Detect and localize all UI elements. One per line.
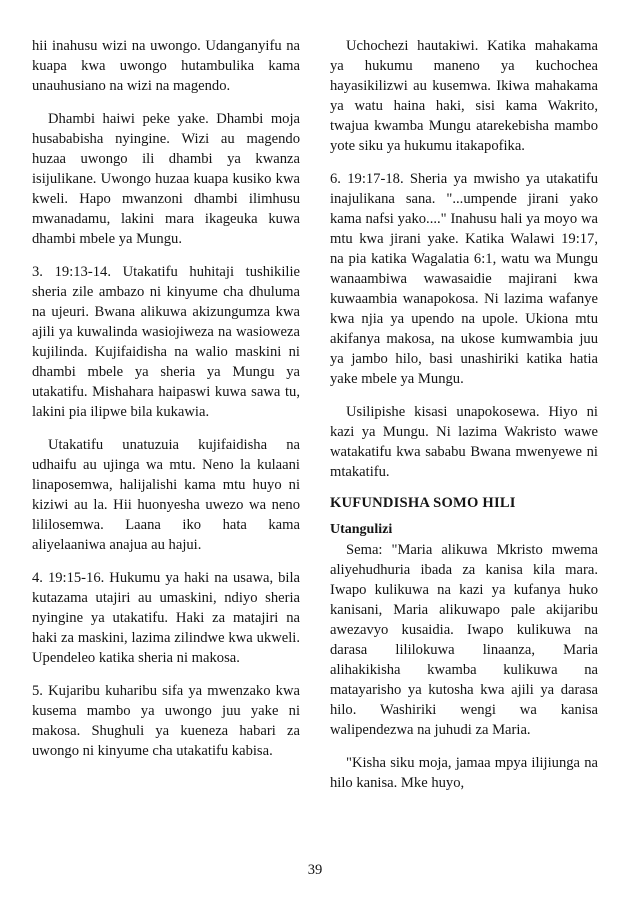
numbered-paragraph: 6. 19:17-18. Sheria ya mwisho ya utakatifu inajulikana sana. "...umpende jirani yako kama nafsi yako...." Inahusu hali ya moyo wa mtu kwa jirani yake. Katika Walawi 19:17, na pia katika Wagalatia 6:1, watu wa Mungu wanaambiwa wawasaidie majirani kwa kuwaambia wanapokosa. Ni lazima wafanye kwa njia ya upendo na upole. Ukiona mtu akifanya makosa, na ukose kumwambia juu ya jambo hilo, basi unashiriki katika hatia yake mbele ya Mungu. bbox=[330, 171, 598, 387]
numbered-paragraph: 5. Kujaribu kuharibu sifa ya mwenzako kwa kusema mambo ya uwongo juu yake ni makosa. Shughuli ya kueneza habari za uwongo ni kinyume cha utakatifu kabisa. bbox=[32, 683, 300, 759]
paragraph: Dhambi haiwi peke yake. Dhambi moja husababisha nyingine. Wizi au magendo huzaa uwongo ili dhambi ya kwanza isijulikane. Uwongo huzaa kuapa kusiko kwa kweli. Hapo mwanzoni dhambi ilimhusu mwanadamu, lakini mara ikageuka kuwa dhambi mbele ya Mungu. bbox=[32, 111, 300, 247]
paragraph: "Kisha siku moja, jamaa mpya ilijiunga na hilo kanisa. Mke huyo, bbox=[330, 755, 598, 791]
numbered-paragraph: 3. 19:13-14. Utakatifu huhitaji tushikilie sheria zile ambazo ni kinyume cha dhuluma na ujeuri. Bwana alikuwa akizungumza kwa ajili ya kuwalinda wasiojiweza na wasioweza kujilinda. Kujifaidisha na walio maskini ni dhambi mbele ya sheria ya Mungu ya utakatifu. Mishahara haipaswi kuwa sawa tu, lakini pia ilipwe bila kukawia. bbox=[32, 264, 300, 420]
paragraph: Sema: "Maria alikuwa Mkristo mwema aliyehudhuria ibada za kanisa kila mara. Iwapo kulikuwa na kazi ya kufanya huko kanisani, Maria alikuwapo pale akijaribu awezavyo kusaidia. Iwapo kulikuwa na darasa lililokuwa linaanza, Maria alihakikisha kwamba kulikuwa na matayarisho ya kutosha kwa ajili ya darasa hilo. Washiriki wengi wa kanisa walipendezwa na juhudi za Maria. bbox=[330, 542, 598, 738]
right-column bbox=[330, 36, 598, 806]
paragraph: Utakatifu unatuzuia kujifaidisha na udhaifu au ujinga wa mtu. Neno la kulaani linaposemwa, halijalishi kama mtu huyo ni kiziwi au la. Hii huonyesha uwezo wa neno lililosemwa. Laana iko hata kama aliyelaaniwa anajua au hajui. bbox=[32, 437, 300, 553]
page-number: 39 bbox=[307, 862, 323, 878]
paragraph: Uchochezi hautakiwi. Katika mahakama ya hukumu maneno ya kuchochea hayasikilizwi au kusemwa. Ikiwa mahakama ya watu haina haki, sisi kama Wakrito, twajua kwamba Mungu atarekebisha mambo yote siku ya hukumu itakapofika. bbox=[330, 38, 598, 154]
section-heading: KUFUNDISHA SOMO HILI bbox=[330, 495, 516, 511]
paragraph: hii inahusu wizi na uwongo. Udanganyifu na kuapa kwa uwongo hutambulika kama unauhusiano na wizi na magendo. bbox=[32, 38, 300, 94]
paragraph: Usilipishe kisasi unapokosewa. Hiyo ni kazi ya Mungu. Ni lazima Wakristo wawe watakatifu kwa sababu Bwana mwenyewe ni mtakatifu. bbox=[330, 404, 598, 480]
subsection-heading: Utangulizi bbox=[330, 522, 393, 537]
numbered-paragraph: 4. 19:15-16. Hukumu ya haki na usawa, bila kutazama utajiri au umaskini, ndiyo sheria nyingine ya utakatifu. Haki za matajiri na haki za maskini, lazima zilindwe kwa ukweli. Upendeleo katika sheria ni makosa. bbox=[32, 570, 300, 666]
left-column bbox=[32, 36, 300, 774]
